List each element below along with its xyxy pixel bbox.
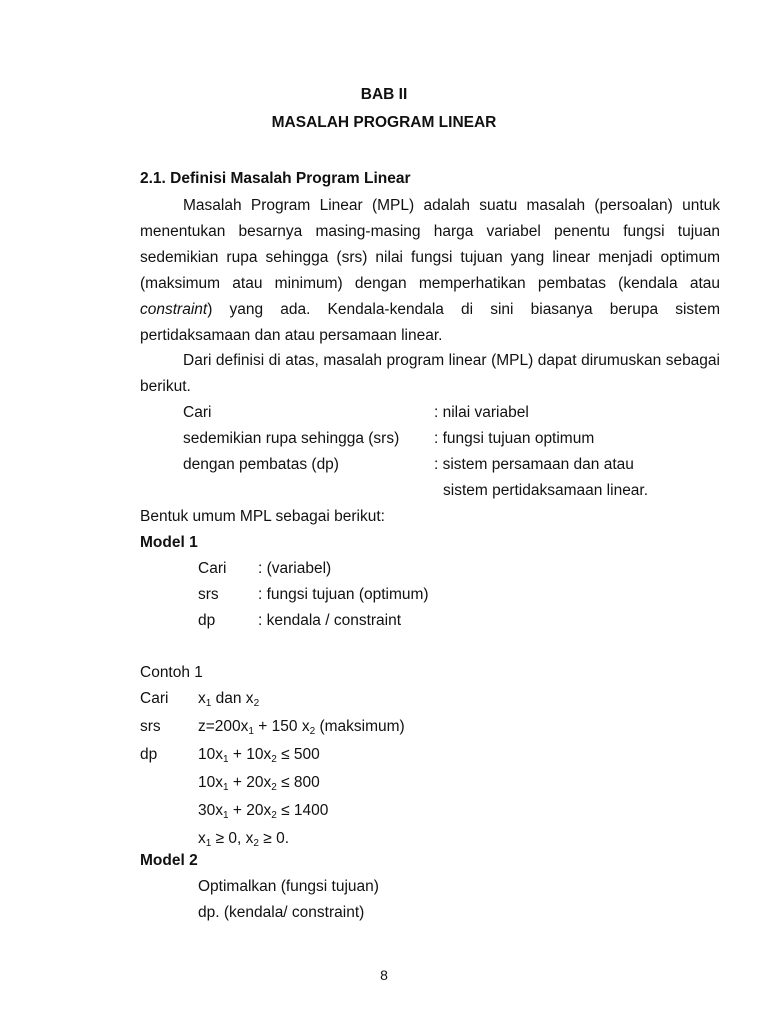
model1-value-find: : (variabel) xyxy=(258,560,332,577)
formulation-value-dp: : sistem persamaan dan atau xyxy=(434,456,634,473)
formulation-value-find: : nilai variabel xyxy=(434,404,529,421)
model1-label-dp: dp xyxy=(198,612,216,629)
formulation-value-dp-cont: sistem pertidaksamaan linear. xyxy=(443,482,649,499)
example1-label-dp: dp xyxy=(140,746,158,763)
model2-heading: Model 2 xyxy=(140,852,198,869)
page-number: 8 xyxy=(380,967,388,983)
example1-label-find: Cari xyxy=(140,690,169,707)
italic-constraint: constraint xyxy=(140,301,208,318)
formulation-label-srs: sedemikian rupa sehingga (srs) xyxy=(183,430,400,447)
example1-variables: $x_1$ dan $x_2$ xyxy=(198,690,260,709)
model1-heading: Model 1 xyxy=(140,534,198,551)
example1-constraint-3: $30x_1 + 20x_2 \le 1400$ xyxy=(198,802,329,821)
paragraph-definition-part2: ) yang ada. Kendala-kendala di sini biasanya berupa sistem pertidaksamaan dan atau persamaan linear. xyxy=(140,301,720,344)
example1-nonnegativity: $x_1 \ge 0$, $x_2 \ge 0$. xyxy=(198,830,290,849)
chapter-label: BAB II xyxy=(360,86,408,103)
paragraph-definition-part1: Masalah Program Linear (MPL) adalah suatu masalah (persoalan) untuk menentukan besarnya masing-masing harga variabel penentu fungsi tujuan sedemikian rupa sehingga (srs) nilai fungsi tujuan yang linear menjadi optimum (maksimum atau minimum) dengan memperhatikan pembatas (kendala atau xyxy=(140,197,720,292)
example1-label-srs: srs xyxy=(140,718,161,735)
formulation-value-srs: : fungsi tujuan optimum xyxy=(434,430,595,447)
section-heading: 2.1. Definisi Masalah Program Linear xyxy=(140,170,411,187)
model1-label-srs: srs xyxy=(198,586,219,603)
example1-objective: $z=200x_1 + 150$ $x_2$ (maksimum) xyxy=(198,718,405,737)
formulation-label-find: Cari xyxy=(183,404,212,421)
model2-line-2: dp. (kendala/ constraint) xyxy=(198,904,365,921)
paragraph-formulation: Dari definisi di atas, masalah program linear (MPL) dapat dirumuskan sebagai berikut. xyxy=(140,352,720,395)
example1-constraint-1: $10x_1 + 10x_2 \le 500$ xyxy=(198,746,320,765)
model1-value-srs: : fungsi tujuan (optimum) xyxy=(258,586,429,603)
general-form-intro: Bentuk umum MPL sebagai berikut: xyxy=(140,508,385,525)
model2-line-1: Optimalkan (fungsi tujuan) xyxy=(198,878,379,895)
formulation-label-dp: dengan pembatas (dp) xyxy=(183,456,339,473)
paragraph-definition xyxy=(140,193,720,349)
chapter-title: MASALAH PROGRAM LINEAR xyxy=(271,114,497,131)
example1-constraint-2: $10x_1 + 20x_2 \le 800$ xyxy=(198,774,320,793)
model1-label-find: Cari xyxy=(198,560,227,577)
model1-value-dp: : kendala / constraint xyxy=(258,612,402,629)
example1-heading: Contoh 1 xyxy=(140,664,203,681)
